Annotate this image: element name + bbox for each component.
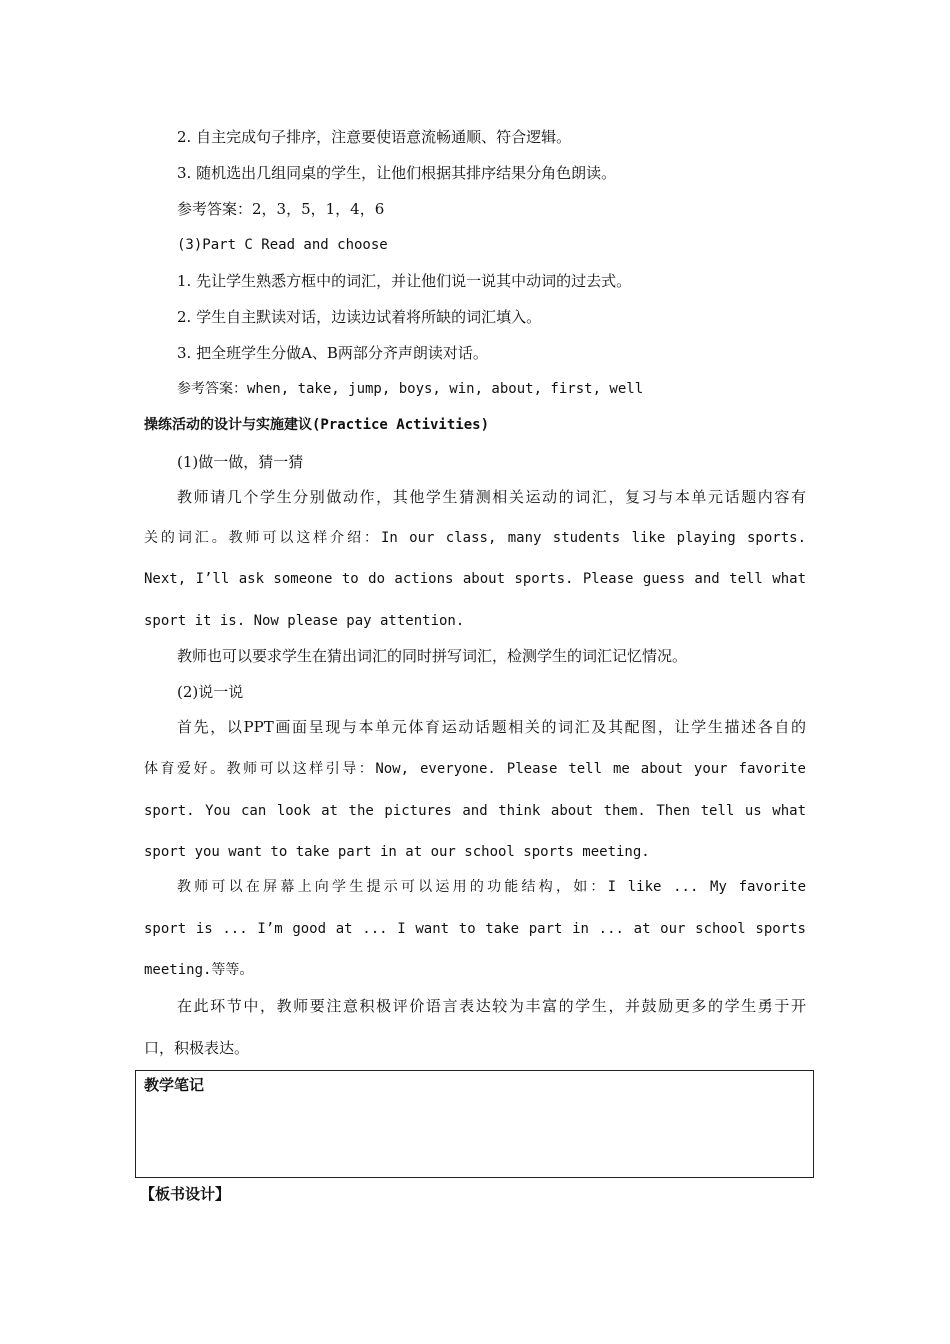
teaching-notes-box [135, 1070, 814, 1178]
partb-step-3: 3. 随机选出几组同桌的学生，让他们根据其排序结果分角色朗读。 [177, 164, 617, 182]
partc-step-3: 3. 把全班学生分做A、B两部分齐声朗读对话。 [177, 344, 488, 362]
activity-2-para-3-line-2: 口，积极表达。 [144, 1039, 250, 1057]
activity-2-para-2-line-3: meeting.等等。 [144, 962, 254, 978]
activity-2-para-line-1: 首先，以PPT画面呈现与本单元体育运动话题相关的词汇及其配图，让学生描述各自的 [177, 718, 806, 736]
activity-2-para-line-2: 体育爱好。教师可以这样引导：Now, everyone. Please tell me about your favorite [144, 761, 806, 777]
activity-2-para-line-4: sport you want to take part in at our school sports meeting. [144, 844, 650, 860]
practice-heading: 操练活动的设计与实施建议(Practice Activities) [144, 417, 490, 433]
partc-heading: (3)Part C Read and choose [177, 237, 388, 253]
activity-1-para-line-2: 关的词汇。教师可以这样介绍：In our class, many students like playing sports. [144, 530, 806, 546]
board-design-heading: 【板书设计】 [140, 1185, 231, 1203]
partb-step-2: 2. 自主完成句子排序，注意要使语意流畅通顺、符合逻辑。 [177, 128, 572, 146]
partc-answer: 参考答案：when, take, jump, boys, win, about, first, well [177, 381, 644, 397]
activity-2-para-line-3: sport. You can look at the pictures and think about them. Then tell us what [144, 803, 806, 819]
activity-2-para-3-line-1: 在此环节中，教师要注意积极评价语言表达较为丰富的学生，并鼓励更多的学生勇于开 [177, 997, 806, 1015]
activity-2-para-2-line-2: sport is ... I’m good at ... I want to take part in ... at our school sports [144, 921, 806, 937]
teaching-notes-title: 教学笔记 [144, 1076, 205, 1094]
activity-1-para-2: 教师也可以要求学生在猜出词汇的同时拼写词汇，检测学生的词汇记忆情况。 [177, 647, 688, 665]
activity-1-para-line-4: sport it is. Now please pay attention. [144, 613, 465, 629]
activity-2-title: (2)说一说 [177, 683, 244, 701]
activity-2-para-2-line-1: 教师可以在屏幕上向学生提示可以运用的功能结构，如：I like ... My favorite [177, 879, 806, 895]
partc-step-2: 2. 学生自主默读对话，边读边试着将所缺的词汇填入。 [177, 308, 542, 326]
partb-answer: 参考答案：2，3，5，1，4，6 [177, 200, 385, 218]
activity-1-para-line-1: 教师请几个学生分别做动作，其他学生猜测相关运动的词汇，复习与本单元话题内容有 [177, 488, 806, 506]
activity-1-para-line-3: Next, I’ll ask someone to do actions about sports. Please guess and tell what [144, 571, 806, 587]
activity-1-title: (1)做一做，猜一猜 [177, 453, 304, 471]
partc-step-1: 1. 先让学生熟悉方框中的词汇，并让他们说一说其中动词的过去式。 [177, 272, 632, 290]
